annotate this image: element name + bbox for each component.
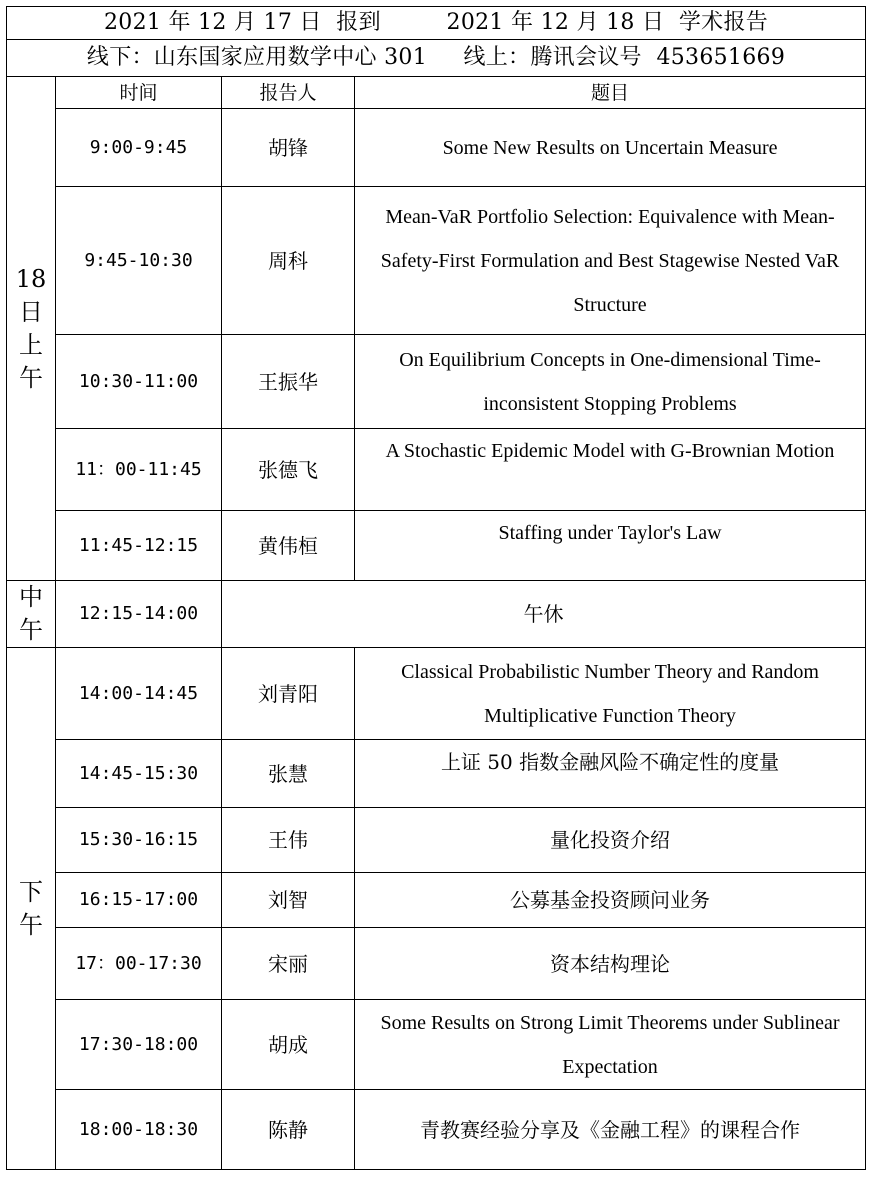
table-row xyxy=(7,187,866,335)
table-row xyxy=(7,335,866,429)
period-noon: 中 午 xyxy=(7,581,56,648)
row-time: 14:00-14:45 xyxy=(56,648,222,740)
table-row xyxy=(7,581,866,648)
row-title: Staffing under Taylor's Law xyxy=(355,511,866,581)
row-time: 17:30-18:00 xyxy=(56,1000,222,1090)
row-title: 青教赛经验分享及《金融工程》的课程合作 xyxy=(355,1090,866,1170)
row-time: 15:30-16:15 xyxy=(56,808,222,873)
table-row xyxy=(7,808,866,873)
row-title: 资本结构理论 xyxy=(355,928,866,1000)
row-speaker: 刘智 xyxy=(222,873,355,928)
table-row xyxy=(7,1000,866,1090)
table-row xyxy=(7,1090,866,1170)
row-time: 9:00-9:45 xyxy=(56,109,222,187)
row-time: 11:45-12:15 xyxy=(56,511,222,581)
row-title: 公募基金投资顾问业务 xyxy=(355,873,866,928)
column-header-title: 题目 xyxy=(355,77,866,109)
table-row xyxy=(7,740,866,808)
column-header-speaker: 报告人 xyxy=(222,77,355,109)
row-title: On Equilibrium Concepts in One-dimensional Time-inconsistent Stopping Problems xyxy=(355,335,866,429)
row-speaker: 王伟 xyxy=(222,808,355,873)
row-time: 9:45-10:30 xyxy=(56,187,222,335)
row-time: 17：00-17:30 xyxy=(56,928,222,1000)
row-time: 16:15-17:00 xyxy=(56,873,222,928)
column-header-row xyxy=(7,77,866,109)
row-speaker: 张慧 xyxy=(222,740,355,808)
table-row xyxy=(7,648,866,740)
row-title: Classical Probabilistic Number Theory and Random Multiplicative Function Theory xyxy=(355,648,866,740)
row-speaker: 陈静 xyxy=(222,1090,355,1170)
header-dates: 2021 年 12 月 17 日 报到 2021 年 12 月 18 日 学术报告 xyxy=(7,7,866,40)
row-title: Some Results on Strong Limit Theorems under Sublinear Expectation xyxy=(355,1000,866,1090)
row-speaker: 王振华 xyxy=(222,335,355,429)
row-speaker: 黄伟桓 xyxy=(222,511,355,581)
table-row xyxy=(7,928,866,1000)
row-speaker: 宋丽 xyxy=(222,928,355,1000)
lunch-break: 午休 xyxy=(222,581,866,648)
row-time: 11：00-11:45 xyxy=(56,429,222,511)
schedule-table xyxy=(6,6,866,1170)
table-row xyxy=(7,873,866,928)
table-row xyxy=(7,511,866,581)
row-time: 18:00-18:30 xyxy=(56,1090,222,1170)
row-title: A Stochastic Epidemic Model with G-Brownian Motion xyxy=(355,429,866,511)
row-title: 量化投资介绍 xyxy=(355,808,866,873)
row-time: 14:45-15:30 xyxy=(56,740,222,808)
row-speaker: 周科 xyxy=(222,187,355,335)
period-morning: 18 日 上 午 xyxy=(7,77,56,581)
row-speaker: 胡锋 xyxy=(222,109,355,187)
row-speaker: 胡成 xyxy=(222,1000,355,1090)
table-row xyxy=(7,109,866,187)
row-speaker: 刘青阳 xyxy=(222,648,355,740)
table-row xyxy=(7,429,866,511)
row-speaker: 张德飞 xyxy=(222,429,355,511)
row-time: 10:30-11:00 xyxy=(56,335,222,429)
row-title: 上证 50 指数金融风险不确定性的度量 xyxy=(355,740,866,808)
row-time: 12:15-14:00 xyxy=(56,581,222,648)
period-afternoon: 下 午 xyxy=(7,648,56,1170)
header-venue: 线下：山东国家应用数学中心 301 线上：腾讯会议号 453651669 xyxy=(7,40,866,77)
column-header-time: 时间 xyxy=(56,77,222,109)
row-title: Some New Results on Uncertain Measure xyxy=(355,109,866,187)
row-title: Mean-VaR Portfolio Selection: Equivalence with Mean-Safety-First Formulation and Best Stagewise Nested VaR Structure xyxy=(355,187,866,335)
